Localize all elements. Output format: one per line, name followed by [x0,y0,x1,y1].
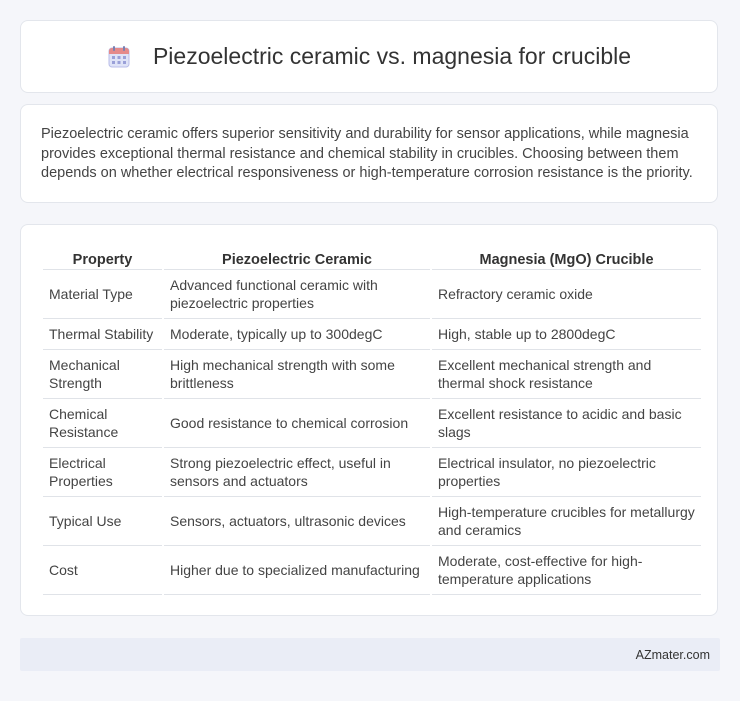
title-card [20,20,718,93]
magnesia-cell: High-temperature crucibles for metallurgy and ceramics [432,497,701,546]
table-row [43,546,701,595]
table-row [43,497,701,546]
magnesia-cell: Moderate, cost-effective for high-temperature applications [432,546,701,595]
piezoelectric-cell: Higher due to specialized manufacturing [164,546,430,595]
table-row [43,399,701,448]
table-header-row [43,245,701,270]
column-header-property: Property [43,245,162,270]
piezoelectric-cell: Moderate, typically up to 300degC [164,319,430,350]
magnesia-cell: Refractory ceramic oxide [432,270,701,319]
table-row [43,448,701,497]
piezoelectric-cell: Sensors, actuators, ultrasonic devices [164,497,430,546]
property-cell: Chemical Resistance [43,399,162,448]
intro-card [20,104,718,203]
piezoelectric-cell: Good resistance to chemical corrosion [164,399,430,448]
magnesia-cell: Electrical insulator, no piezoelectric properties [432,448,701,497]
intro-text: Piezoelectric ceramic offers superior sensitivity and durability for sensor applications, while magnesia provides exceptional thermal resistance and chemical stability in crucibles. Choosing between them depends on whether electrical responsiveness or high-temperature corrosion resistance is the priority. [41,126,693,181]
piezoelectric-cell: Strong piezoelectric effect, useful in sensors and actuators [164,448,430,497]
property-cell: Material Type [43,270,162,319]
comparison-card [20,224,718,616]
piezoelectric-cell: Advanced functional ceramic with piezoelectric properties [164,270,430,319]
property-cell: Electrical Properties [43,448,162,497]
table-row [43,319,701,350]
piezoelectric-cell: High mechanical strength with some brittleness [164,350,430,399]
magnesia-cell: High, stable up to 2800degC [432,319,701,350]
column-header-magnesia: Magnesia (MgO) Crucible [432,245,701,270]
magnesia-cell: Excellent mechanical strength and thermal shock resistance [432,350,701,399]
property-cell: Thermal Stability [43,319,162,350]
property-cell: Mechanical Strength [43,350,162,399]
magnesia-cell: Excellent resistance to acidic and basic slags [432,399,701,448]
column-header-piezoelectric: Piezoelectric Ceramic [164,245,430,270]
table-row [43,350,701,399]
calendar-icon [107,45,131,69]
footer-brand[interactable]: AZmater.com [635,647,710,662]
property-cell: Typical Use [43,497,162,546]
comparison-table [41,245,703,595]
footer-bar [20,638,720,671]
property-cell: Cost [43,546,162,595]
page-title: Piezoelectric ceramic vs. magnesia for crucible [152,43,632,69]
title-wrap [107,43,631,70]
table-row [43,270,701,319]
